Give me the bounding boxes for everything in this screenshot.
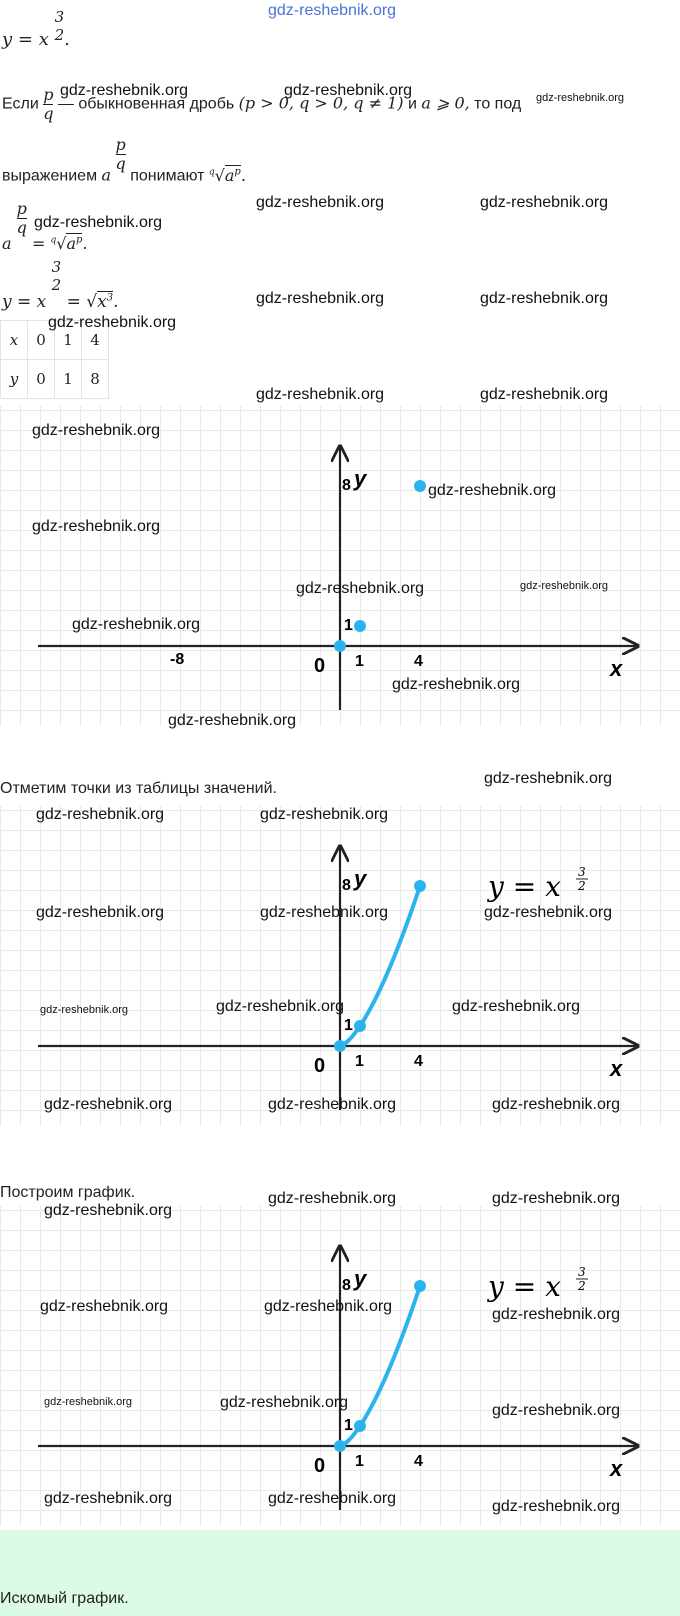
watermark: gdz-reshebnik.org: [256, 290, 385, 307]
table-x-label: x: [1, 321, 28, 360]
formula1-den: 2: [54, 26, 65, 44]
formula-a-pq-root: a $\frac{p}{q}$ = $^q√a^p$.: [2, 199, 88, 253]
watermark: gdz-reshebnik.org: [480, 194, 609, 211]
formula-y-x-3-2: [2, 8, 70, 58]
site-watermark[interactable]: gdz-reshebnik.org: [268, 2, 397, 19]
data-point: [414, 480, 426, 492]
watermark: gdz-reshebnik.org: [72, 616, 201, 633]
data-point: [414, 1280, 426, 1292]
watermark: gdz-reshebnik.org: [40, 1004, 129, 1016]
tick-y8: 8: [342, 1277, 351, 1294]
expression-word: выражением: [2, 167, 98, 185]
watermark: gdz-reshebnik.org: [536, 92, 625, 104]
table-cell: 4: [82, 321, 109, 360]
watermark: gdz-reshebnik.org: [48, 314, 177, 331]
formula3-eq: =: [66, 291, 81, 312]
caption-mark-points: Отметим точки из таблицы значений.: [0, 780, 277, 797]
graph-formula: [486, 870, 561, 903]
watermark: gdz-reshebnik.org: [32, 422, 161, 439]
watermark: gdz-reshebnik.org: [492, 1306, 621, 1323]
graph-formula-base: y = x: [488, 870, 561, 903]
watermark: gdz-reshebnik.org: [44, 1202, 173, 1219]
watermark: gdz-reshebnik.org: [168, 712, 297, 729]
watermark: gdz-reshebnik.org: [36, 806, 165, 823]
watermark: gdz-reshebnik.org: [220, 1394, 349, 1411]
y-axis-label: y: [354, 1266, 367, 1291]
exp-q: q: [115, 154, 126, 173]
formula3-base: y = x: [2, 291, 47, 312]
watermark: gdz-reshebnik.org: [256, 386, 385, 403]
x-axis-label: x: [610, 656, 623, 681]
formula3-root-sup: 3: [106, 291, 114, 303]
graph-points: [0, 406, 680, 726]
graph-final: [0, 1206, 680, 1526]
tick-origin: 0: [314, 655, 326, 677]
tick-x1: 1: [355, 653, 364, 670]
formula1-tail: .: [64, 29, 70, 50]
formula2-q: q: [16, 218, 27, 237]
watermark: gdz-reshebnik.org: [452, 998, 581, 1015]
frac-p: p: [43, 85, 54, 104]
watermark: gdz-reshebnik.org: [60, 82, 189, 99]
data-point: [354, 1020, 366, 1032]
table-cell: 1: [55, 360, 82, 399]
tick-origin: 0: [314, 1055, 326, 1077]
watermark: gdz-reshebnik.org: [268, 1190, 397, 1207]
watermark: gdz-reshebnik.org: [284, 82, 413, 99]
a-base: a: [101, 165, 112, 185]
graph-curve: [0, 806, 680, 1126]
formula1-base: y = x: [2, 29, 49, 50]
tick-y8: 8: [342, 877, 351, 894]
understand-word: понимают: [130, 167, 205, 185]
table-cell: 8: [82, 360, 109, 399]
formula2-eq: =: [31, 234, 46, 253]
watermark: gdz-reshebnik.org: [268, 1490, 397, 1507]
tick-x4: 4: [414, 653, 423, 670]
tick-xm8: -8: [170, 651, 185, 668]
tick-x1: 1: [355, 1053, 364, 1070]
root-index-q: q: [208, 167, 215, 178]
watermark: gdz-reshebnik.org: [44, 1396, 133, 1408]
definition-middle: — обыкновенная дробь: [57, 95, 235, 113]
data-point: [414, 880, 426, 892]
graph-formula-den: 2: [578, 879, 586, 893]
tick-y1: 1: [344, 1417, 353, 1434]
watermark: gdz-reshebnik.org: [520, 580, 609, 592]
tick-x1: 1: [355, 1453, 364, 1470]
data-point: [334, 1040, 346, 1052]
graph-formula-num: 3: [578, 865, 586, 879]
tick-origin: 0: [314, 1455, 326, 1477]
exp-p: p: [115, 135, 126, 154]
formula2-idx: q: [50, 235, 57, 246]
tick-y8: 8: [342, 477, 351, 494]
y-axis-label: y: [354, 466, 367, 491]
formula3-root-body: x: [97, 291, 107, 312]
y-axis-label: y: [354, 866, 367, 891]
watermark: gdz-reshebnik.org: [40, 1298, 169, 1315]
data-point: [354, 1420, 366, 1432]
formula3-num: 3: [51, 258, 62, 276]
watermark: gdz-reshebnik.org: [428, 482, 557, 499]
formula2-sup: p: [76, 234, 83, 246]
watermark: gdz-reshebnik.org: [484, 770, 613, 787]
watermark: gdz-reshebnik.org: [492, 1096, 621, 1113]
formula3-den: 2: [51, 276, 62, 294]
watermark: gdz-reshebnik.org: [36, 904, 165, 921]
watermark: gdz-reshebnik.org: [256, 194, 385, 211]
caption-build-graph: Построим график.: [0, 1184, 136, 1201]
x-axis-label: x: [610, 1056, 623, 1081]
watermark: gdz-reshebnik.org: [296, 580, 425, 597]
formula1-num: 3: [54, 8, 65, 26]
if-text: Если: [2, 95, 39, 113]
graph-formula: [486, 1270, 561, 1303]
table-cell: 0: [28, 360, 55, 399]
watermark: gdz-reshebnik.org: [216, 998, 345, 1015]
formula2-body: a: [66, 234, 76, 253]
table-cell: 1: [55, 321, 82, 360]
graph-formula-den: 2: [578, 1279, 586, 1293]
formula2-p: p: [16, 199, 27, 218]
data-point: [354, 620, 366, 632]
watermark: gdz-reshebnik.org: [34, 214, 163, 231]
frac-q: q: [43, 104, 54, 123]
watermark: gdz-reshebnik.org: [32, 518, 161, 535]
a-condition: a ⩾ 0,: [421, 93, 470, 113]
graph-formula-num: 3: [578, 1265, 586, 1279]
tick-x4: 4: [414, 1453, 423, 1470]
formula3-tail: .: [113, 291, 119, 312]
watermark: gdz-reshebnik.org: [44, 1490, 173, 1507]
watermark: gdz-reshebnik.org: [268, 1096, 397, 1113]
watermark: gdz-reshebnik.org: [260, 806, 389, 823]
definition-tail: то под: [474, 95, 522, 113]
watermark: gdz-reshebnik.org: [480, 386, 609, 403]
tick-y1: 1: [344, 617, 353, 634]
table-row: [1, 360, 109, 399]
formula2-a: a: [2, 234, 12, 253]
data-point: [334, 640, 346, 652]
watermark: gdz-reshebnik.org: [484, 904, 613, 921]
tick-y1: 1: [344, 1017, 353, 1034]
graph-formula-base: y = x: [488, 1270, 561, 1303]
watermark: gdz-reshebnik.org: [44, 1096, 173, 1113]
watermark: gdz-reshebnik.org: [492, 1498, 621, 1515]
table-y-label: y: [1, 360, 28, 399]
caption-final-graph: Искомый график.: [0, 1590, 129, 1607]
and-text: и: [407, 95, 417, 113]
watermark: gdz-reshebnik.org: [264, 1298, 393, 1315]
formula-y-sqrt-x3: y = x 3 2 = $√x^3$.: [2, 258, 119, 312]
root-sup-p: p: [234, 166, 241, 178]
data-point: [334, 1440, 346, 1452]
watermark: gdz-reshebnik.org: [480, 290, 609, 307]
watermark: gdz-reshebnik.org: [492, 1190, 621, 1207]
watermark: gdz-reshebnik.org: [492, 1402, 621, 1419]
root-body-a: a: [224, 165, 235, 185]
table-cell: 0: [28, 321, 55, 360]
definition-condition: (p > 0, q > 0, q ≠ 1): [238, 93, 404, 113]
watermark: gdz-reshebnik.org: [392, 676, 521, 693]
watermark: gdz-reshebnik.org: [260, 904, 389, 921]
tick-x4: 4: [414, 1053, 423, 1070]
x-axis-label: x: [610, 1456, 623, 1481]
definition-line-2: выражением a $\frac{p}{q}$ понимают $^q√a^p$.: [2, 135, 246, 185]
